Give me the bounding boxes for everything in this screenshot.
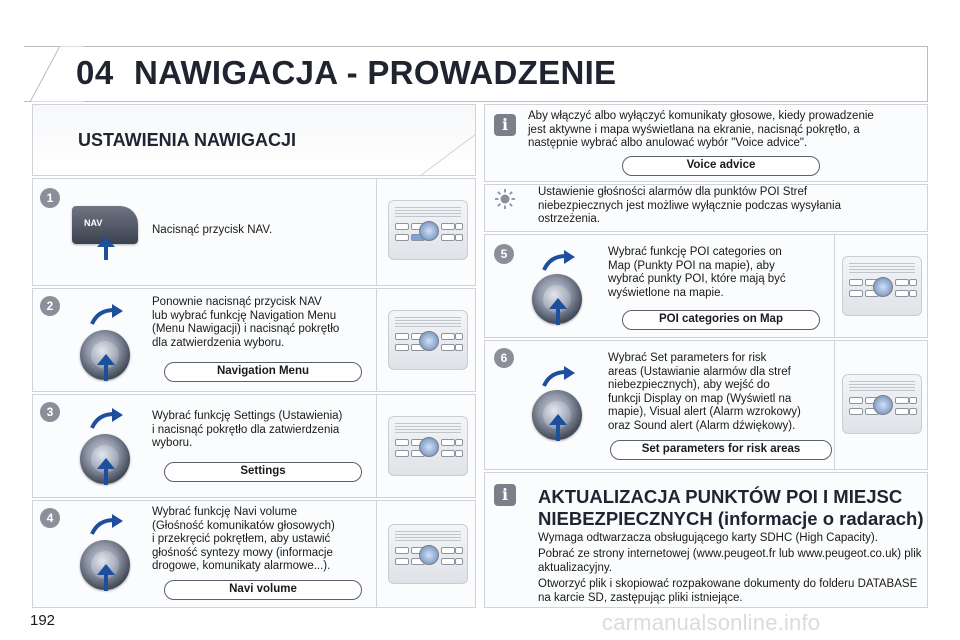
header-slant [24, 46, 84, 102]
watermark-text: carmanualsonline.info [602, 610, 821, 635]
rotate-arrow-icon [542, 250, 576, 272]
step-3-text: Wybrać funkcję Settings (Ustawienia) i nacisnąć pokrętło dla zatwierdzenia wyboru. [152, 410, 343, 449]
press-arrow-icon [546, 412, 570, 442]
rotate-arrow-icon [90, 408, 124, 430]
press-arrow-icon [94, 562, 118, 592]
step-1-text: Nacisnąć przycisk NAV. [152, 224, 273, 236]
voice-info-text: Aby włączyć albo wyłączyć komunikaty głosowe, kiedy prowadzenie jest aktywne i mapa wyświetlana na ekranie, nacisnąć pokrętło, a następnie wybrać albo anulować wybór "Voice advice". [528, 110, 874, 149]
title-box-corner [420, 134, 476, 176]
step-4-text: Wybrać funkcję Navi volume (Głośność komunikatów głosowych) i przekręcić pokrętłem, aby ustawić głośność syntezy mowy (informacje drogowe, komunikaty alarmowe...). [152, 506, 335, 572]
step-6-divider [834, 340, 835, 470]
info-icon: i [494, 484, 516, 506]
press-arrow-icon [546, 296, 570, 326]
step-2-text: Ponownie nacisnąć przycisk NAV lub wybrać funkcję Navigation Menu (Menu Nawigacji) i nacisnąć pokrętło dla zatwierdzenia wyboru. [152, 296, 340, 349]
radio-panel-icon [388, 416, 468, 476]
press-arrow-icon [94, 456, 118, 486]
update-paragraph: Pobrać ze strony internetowej (www.peugeot.fr lub www.peugeot.co.uk) plik aktualizacyjny. [538, 548, 922, 574]
rotate-arrow-icon [90, 304, 124, 326]
nav-key-label: NAV [84, 218, 103, 228]
info-icon: i [494, 114, 516, 136]
step-3-divider [376, 394, 377, 498]
page-number: 192 [30, 612, 56, 629]
step-6-badge: 6 [494, 348, 514, 368]
radio-panel-icon [842, 256, 922, 316]
update-paragraph: Wymaga odtwarzacza obsługującego karty SDHC (High Capacity). [538, 532, 878, 544]
rotate-arrow-icon [90, 514, 124, 536]
poi-categories-button[interactable]: POI categories on Map [622, 310, 820, 330]
step-1-divider [376, 178, 377, 286]
press-arrow-icon [94, 236, 118, 262]
chapter-title: NAWIGACJA - PROWADZENIE [134, 54, 617, 91]
navigation-menu-button[interactable]: Navigation Menu [164, 362, 362, 382]
update-paragraph: Otworzyć plik i skopiować rozpakowane dokumenty do folderu DATABASE na karcie SD, zastępując pliki istniejące. [538, 578, 918, 604]
radio-panel-icon [842, 374, 922, 434]
risk-areas-button[interactable]: Set parameters for risk areas [610, 440, 832, 460]
step-4-badge: 4 [40, 508, 60, 528]
settings-button[interactable]: Settings [164, 462, 362, 482]
voice-advice-button[interactable]: Voice advice [622, 156, 820, 176]
rotate-arrow-icon [542, 366, 576, 388]
step-2-divider [376, 288, 377, 392]
radio-panel-icon [388, 310, 468, 370]
step-4-divider [376, 500, 377, 608]
radio-panel-icon [388, 200, 468, 260]
step-3-badge: 3 [40, 402, 60, 422]
update-title: AKTUALIZACJA PUNKTÓW POI I MIEJSC NIEBEZPIECZNYCH (informacje o radarach) [538, 486, 924, 529]
step-2-badge: 2 [40, 296, 60, 316]
radio-panel-icon [388, 524, 468, 584]
step-5-divider [834, 234, 835, 338]
step-1-badge: 1 [40, 188, 60, 208]
step-5-text: Wybrać funkcję POI categories on Map (Punkty POI na mapie), aby wybrać punkty POI, które mają być wyświetlone na mapie. [608, 246, 786, 299]
navi-volume-button[interactable]: Navi volume [164, 580, 362, 600]
step-5-badge: 5 [494, 244, 514, 264]
section-title: USTAWIENIA NAWIGACJI [78, 130, 297, 150]
sun-icon [494, 188, 516, 210]
press-arrow-icon [94, 352, 118, 382]
tip-text: Ustawienie głośności alarmów dla punktów POI Stref niebezpiecznych jest możliwe wyłącznie podczas wysyłania ostrzeżenia. [538, 186, 841, 225]
step-6-text: Wybrać Set parameters for risk areas (Ustawianie alarmów dla stref niebezpiecznych), aby wejść do funkcji Display on map (Wyświetl na mapie), Visual alert (Alarm wzrokowy) oraz Sound alert (Alarm dźwiękowy). [608, 352, 801, 432]
chapter-number: 04 [76, 54, 114, 91]
